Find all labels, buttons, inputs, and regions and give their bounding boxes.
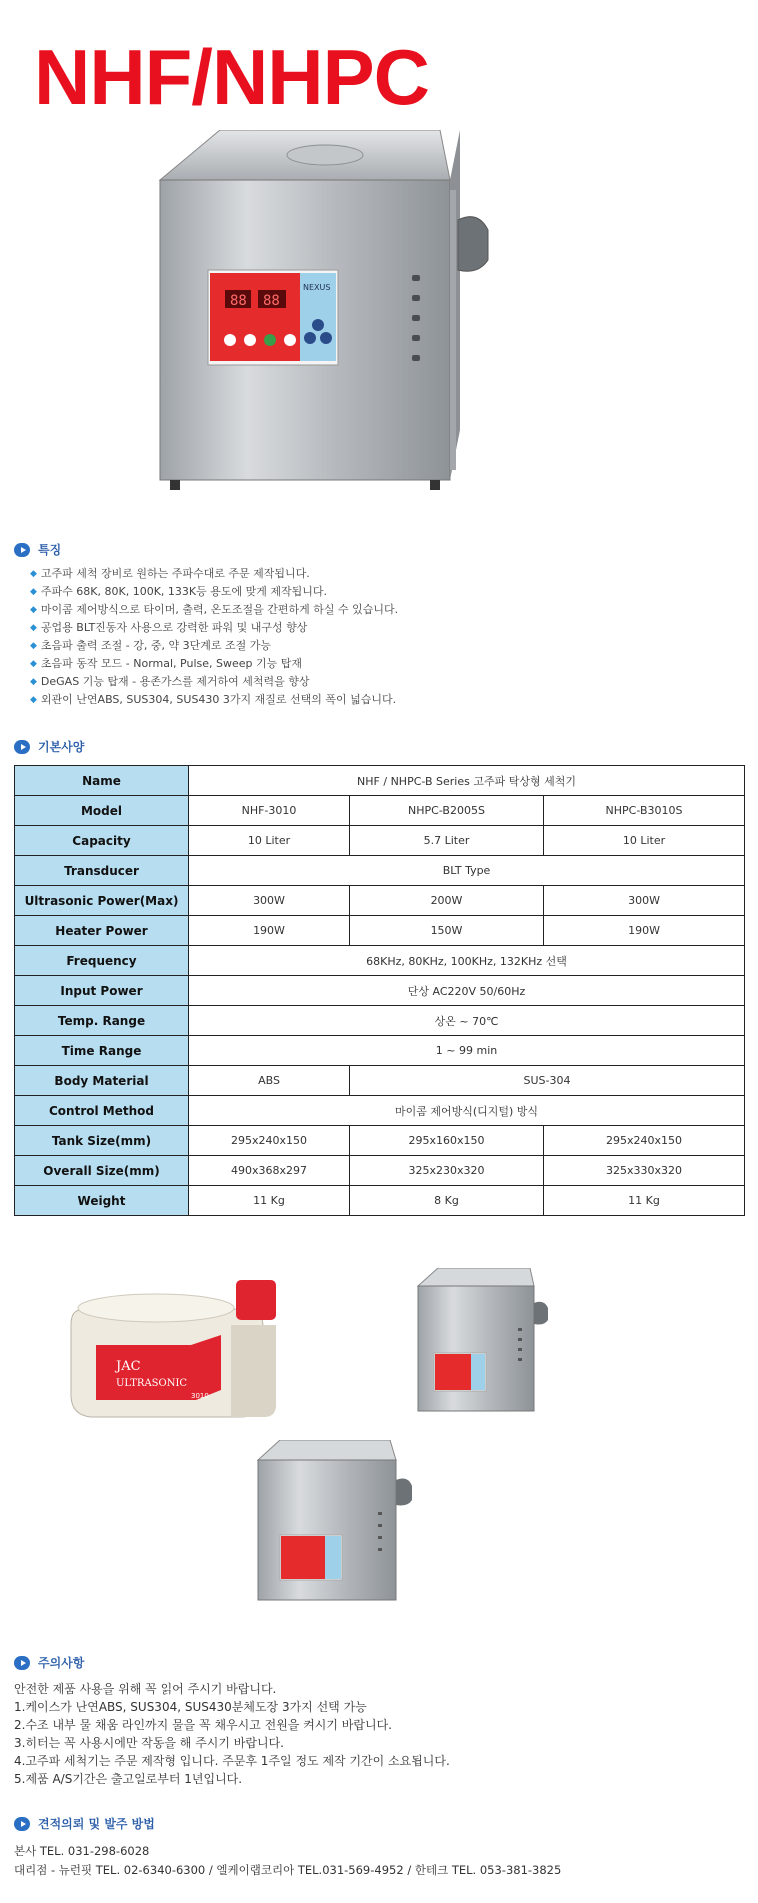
features-list xyxy=(30,565,398,709)
stainless-unit-image-2 xyxy=(250,1440,430,1610)
bullet-icon: ◆ xyxy=(30,641,37,651)
hero-display-2: 88 xyxy=(263,293,280,309)
list-item: 1.케이스가 난연ABS, SUS304, SUS430분체도장 3가지 선택 가능 xyxy=(14,1700,367,1714)
abs-brand-line2: ULTRASONIC xyxy=(116,1378,188,1389)
list-item: ◆ 초음파 동작 모드 - Normal, Pulse, Sweep 기능 탑재 xyxy=(30,655,398,673)
bullet-icon: ◆ xyxy=(30,659,37,669)
order-heading: 견적의뢰 및 발주 방법 xyxy=(14,1815,155,1832)
bullet-icon: ◆ xyxy=(30,677,37,687)
table-row: Model NHF-3010 NHPC-B2005S NHPC-B3010S xyxy=(15,796,745,826)
table-row: Temp. Range 상온 ~ 70℃ xyxy=(15,1006,745,1036)
dealer-phones: 대리점 - 뉴런핏 TEL. 02-6340-6300 / 엘케이랩코리아 TEL.031-569-4952 / 한테크 TEL. 053-381-3825 xyxy=(14,1863,562,1877)
table-row: Ultrasonic Power(Max) 300W 200W 300W xyxy=(15,886,745,916)
list-item: ◆ 공업용 BLT진동자 사용으로 강력한 파워 및 내구성 향상 xyxy=(30,619,398,637)
list-item: ◆ 고주파 세척 장비로 원하는 주파수대로 주문 제작됩니다. xyxy=(30,565,398,583)
caution-heading: 주의사항 xyxy=(14,1654,84,1671)
list-item: 5.제품 A/S기간은 출고일로부터 1년입니다. xyxy=(14,1772,243,1786)
bullet-icon: ◆ xyxy=(30,695,37,705)
hero-brand: NEXUS xyxy=(303,283,331,292)
bullet-icon: ◆ xyxy=(30,569,37,579)
table-row: Overall Size(mm) 490x368x297 325x230x320 325x330x320 xyxy=(15,1156,745,1186)
arrow-circle-icon xyxy=(14,1817,30,1831)
table-row: Time Range 1 ~ 99 min xyxy=(15,1036,745,1066)
table-row: Weight 11 Kg 8 Kg 11 Kg xyxy=(15,1186,745,1216)
list-item: ◆ 주파수 68K, 80K, 100K, 133K등 용도에 맞게 제작됩니다. xyxy=(30,583,398,601)
arrow-circle-icon xyxy=(14,1656,30,1670)
arrow-circle-icon xyxy=(14,740,30,754)
spec-heading: 기본사양 xyxy=(14,738,84,755)
bullet-icon: ◆ xyxy=(30,623,37,633)
list-item: 3.히터는 꼭 사용시에만 작동을 해 주시기 바랍니다. xyxy=(14,1736,284,1750)
abs-brand-line1: JAC xyxy=(116,1359,141,1374)
list-item: ◆ 외관이 난연ABS, SUS304, SUS430 3가지 재질로 선택의 폭이 넓습니다. xyxy=(30,691,398,709)
list-item: 안전한 제품 사용을 위해 꼭 읽어 주시기 바랍니다. xyxy=(14,1682,277,1696)
abs-unit-image xyxy=(66,1270,296,1425)
table-row: Name NHF / NHPC-B Series 고주파 탁상형 세척기 xyxy=(15,766,745,796)
bullet-icon: ◆ xyxy=(30,587,37,597)
stainless-unit-image-1 xyxy=(410,1268,560,1418)
list-item: ◆ DeGAS 기능 탑재 - 용존가스를 제거하여 세척력을 향상 xyxy=(30,673,398,691)
caution-list xyxy=(14,1680,450,1788)
list-item: ◆ 초음파 출력 조절 - 강, 중, 약 3단계로 조절 가능 xyxy=(30,637,398,655)
page-title: NHF/NHPC xyxy=(34,33,429,121)
hero-product-image xyxy=(150,130,550,500)
features-heading: 특징 xyxy=(14,541,61,558)
hero-display-1: 88 xyxy=(230,293,247,309)
table-row: Control Method 마이콤 제어방식(디지털) 방식 xyxy=(15,1096,745,1126)
table-row: Frequency 68KHz, 80KHz, 100KHz, 132KHz 선택 xyxy=(15,946,745,976)
bullet-icon: ◆ xyxy=(30,605,37,615)
list-item: 4.고주파 세척기는 주문 제작형 입니다. 주문후 1주일 정도 제작 기간이 소요됩니다. xyxy=(14,1754,450,1768)
abs-model: 3010 xyxy=(191,1392,209,1400)
table-row: Body Material ABS SUS-304 xyxy=(15,1066,745,1096)
table-row: Transducer BLT Type xyxy=(15,856,745,886)
table-row: Capacity 10 Liter 5.7 Liter 10 Liter xyxy=(15,826,745,856)
table-row: Input Power 단상 AC220V 50/60Hz xyxy=(15,976,745,1006)
hq-phone: 본사 TEL. 031-298-6028 xyxy=(14,1844,150,1858)
arrow-circle-icon xyxy=(14,543,30,557)
contact-info xyxy=(14,1842,561,1880)
table-row: Tank Size(mm) 295x240x150 295x160x150 295x240x150 xyxy=(15,1126,745,1156)
table-row: Heater Power 190W 150W 190W xyxy=(15,916,745,946)
list-item: ◆ 마이콤 제어방식으로 타이머, 출력, 온도조절을 간편하게 하실 수 있습니다. xyxy=(30,601,398,619)
spec-table xyxy=(14,765,745,1216)
list-item: 2.수조 내부 물 채움 라인까지 물을 꼭 채우시고 전원을 켜시기 바랍니다. xyxy=(14,1718,392,1732)
